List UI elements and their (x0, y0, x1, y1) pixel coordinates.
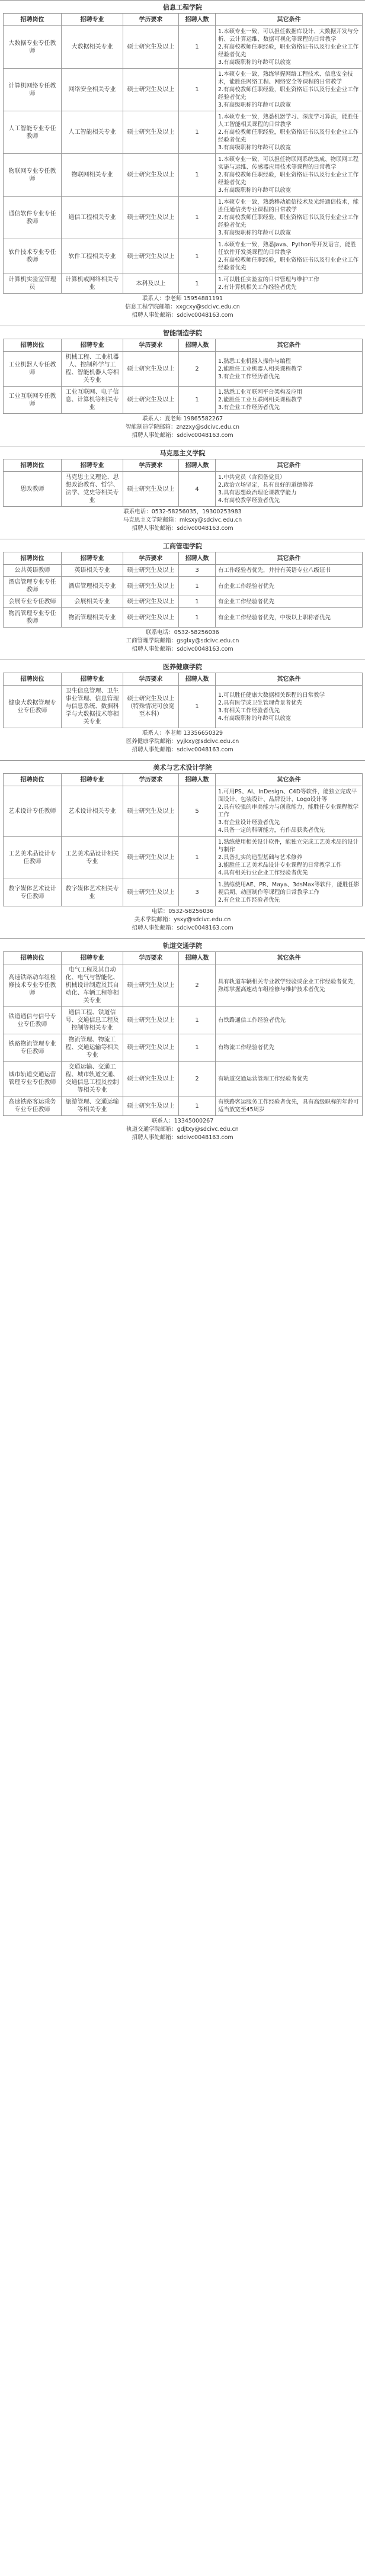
requirements-cell: 1.熟悉工业机器人操作与编程 2.能胜任工业机器人相关课程教学 3.有企业工作经历者优先 (216, 352, 363, 387)
job-post-cell: 高速铁路客运乘务专业专任教师 (4, 1096, 62, 1116)
table-row (4, 387, 363, 414)
requirements-cell: 有铁路通信工作经验者优先 (216, 1007, 363, 1034)
major-cell: 物流管理、物流工程、交通运输等相关专业 (62, 1034, 123, 1062)
table-row (4, 837, 363, 879)
contact-line: 联系人：李老师 13356650329 (142, 730, 223, 737)
education-cell: 硕士研究生及以上（特殊情况可放宽至本科） (123, 686, 179, 728)
column-header: 学历要求 (123, 673, 179, 686)
requirements-cell: 1.本硕专业一致，可以担任数据库设计、大数据开发与分析、云计算运维、数据可视化等课程的日常教学 2.有高校教师任职经验，职业资格证书以及行业企业工作经验者优先 3.有高级职称的年龄可以放宽 (216, 26, 363, 69)
table-row (4, 111, 363, 154)
recruitment-table (3, 951, 363, 1116)
major-cell: 艺术设计相关专业 (62, 786, 123, 837)
recruitment-table (3, 339, 363, 414)
table-row (4, 1062, 363, 1096)
major-cell: 卫生信息管理、卫生事业管理、信息管理与信息系统、数据科学与大数据技术等相关专业 (62, 686, 123, 728)
contact-line: 电话：0532-58256036 (151, 908, 214, 915)
requirements-cell: 有企业工作经验者优先 (216, 577, 363, 596)
contact-info (0, 414, 365, 440)
table-row (4, 26, 363, 69)
education-cell: 硕士研究生及以上 (123, 111, 179, 154)
requirements-cell: 1.熟练使用AE、PR、Maya、3dsMax等软件，能胜任影视后期、动画制作等课程的日常教学工作 2.有企业工作经验者优先 (216, 879, 363, 906)
job-post-cell: 软件技术专业专任教师 (4, 239, 62, 274)
requirements-cell: 1.可以胜任健康大数据相关课程的日常教学 2.具有医学或卫生管理背景者优先 3.有相关工作经验者优先 4.有高级职称的年龄可以放宽 (216, 686, 363, 728)
education-cell: 硕士研究生及以上 (123, 239, 179, 274)
education-cell: 硕士研究生及以上 (123, 1007, 179, 1034)
requirements-cell: 1.可以胜任实验室的日常管理与维护工作 2.有计算机相关工作经验者优先 (216, 274, 363, 294)
headcount-cell: 5 (179, 786, 216, 837)
job-post-cell: 数字媒体艺术设计专任教师 (4, 879, 62, 906)
major-cell: 交通运输、交通工程、城市轨道交通、交通信息工程及控制等相关专业 (62, 1062, 123, 1096)
headcount-cell: 4 (179, 472, 216, 507)
education-cell: 硕士研究生及以上 (123, 565, 179, 577)
requirements-cell: 1.熟练使用相关设计软件，能独立完成工艺美术品的设计与制作 2.具备扎实的造型基础与艺术修养 3.能胜任工艺美术品设计专业课程的日常教学工作 4.具有相关行业企业工作经验者优先 (216, 837, 363, 879)
job-post-cell: 公共英语教师 (4, 565, 62, 577)
contact-line: 招聘人事处邮箱：sdcivc0048163.com (132, 646, 233, 652)
requirements-cell: 有企业工作经验者优先 (216, 596, 363, 608)
education-cell: 硕士研究生及以上 (123, 596, 179, 608)
job-post-cell: 通信软件专业专任教师 (4, 197, 62, 239)
headcount-cell: 1 (179, 1034, 216, 1062)
job-post-cell: 大数据专业专任教师 (4, 26, 62, 69)
education-cell: 硕士研究生及以上 (123, 154, 179, 197)
column-header: 招聘岗位 (4, 339, 62, 352)
requirements-cell: 1.熟悉工业互联网平台架构及应用 2.能胜任工业互联网相关课程教学 3.有企业工作经历者优先 (216, 387, 363, 414)
major-cell: 大数据相关专业 (62, 26, 123, 69)
headcount-cell: 3 (179, 565, 216, 577)
education-cell: 硕士研究生及以上 (123, 837, 179, 879)
column-header: 招聘岗位 (4, 14, 62, 26)
education-cell: 硕士研究生及以上 (123, 1034, 179, 1062)
department-title: 工商管理学院 (0, 539, 365, 552)
education-cell: 硕士研究生及以上 (123, 786, 179, 837)
job-post-cell: 会展专业专任教师 (4, 596, 62, 608)
headcount-cell: 2 (179, 352, 216, 387)
job-post-cell: 酒店管理专业专任教师 (4, 577, 62, 596)
requirements-cell: 有轨道交通运营管理工作经验者优先 (216, 1062, 363, 1096)
column-header: 学历要求 (123, 14, 179, 26)
major-cell: 人工智能相关专业 (62, 111, 123, 154)
requirements-cell: 1.可用PS、AI、InDesign、C4D等软件，能独立完成平面设计、包装设计、品牌设计、Logo设计等 2.具有较强的审美能力与创意能力，能胜任专业课程教学工作 3.有企业设计经验者优先 4.具备一定的科研能力，有作品获奖者优先 (216, 786, 363, 837)
contact-line: 招聘人事处邮箱：sdcivc0048163.com (132, 1134, 233, 1141)
major-cell: 马克思主义理论、思想政治教育、哲学、法学、党史等相关专业 (62, 472, 123, 507)
table-row (4, 577, 363, 596)
job-post-cell: 人工智能专业专任教师 (4, 111, 62, 154)
table-row (4, 274, 363, 294)
education-cell: 硕士研究生及以上 (123, 197, 179, 239)
job-post-cell: 物联网专业专任教师 (4, 154, 62, 197)
major-cell: 工艺美术品设计相关专业 (62, 837, 123, 879)
education-cell: 硕士研究生及以上 (123, 69, 179, 111)
table-row (4, 686, 363, 728)
education-cell: 硕士研究生及以上 (123, 387, 179, 414)
major-cell: 物流管理相关专业 (62, 608, 123, 628)
column-header: 学历要求 (123, 952, 179, 964)
requirements-cell: 1.中共党员（含预备党员） 2.政治立场坚定，具有良好的道德修养 3.具有思想政治理论课教学能力 4.有高校教学经验者优先 (216, 472, 363, 507)
major-cell: 物联网相关专业 (62, 154, 123, 197)
major-cell: 数字媒体艺术相关专业 (62, 879, 123, 906)
column-header: 招聘专业 (62, 339, 123, 352)
education-cell: 硕士研究生及以上 (123, 608, 179, 628)
column-header: 招聘人数 (179, 673, 216, 686)
headcount-cell: 1 (179, 26, 216, 69)
headcount-cell: 1 (179, 1007, 216, 1034)
contact-line: 招聘人事处邮箱：sdcivc0048163.com (132, 747, 233, 753)
column-header: 招聘专业 (62, 952, 123, 964)
recruitment-table (3, 673, 363, 728)
column-header: 其它条件 (216, 673, 363, 686)
education-cell: 硕士研究生及以上 (123, 577, 179, 596)
headcount-cell: 2 (179, 1062, 216, 1096)
headcount-cell: 3 (179, 879, 216, 906)
headcount-cell: 1 (179, 837, 216, 879)
major-cell: 电气工程及其自动化、电气与智能化、机械设计制造及其自动化、车辆工程等相关专业 (62, 964, 123, 1007)
contact-line: 美术学院邮箱：ysxy@sdcivc.edu.cn (134, 916, 231, 923)
education-cell: 硕士研究生及以上 (123, 1062, 179, 1096)
job-post-cell: 工业机器人专任教师 (4, 352, 62, 387)
job-post-cell: 物流管理专业专任教师 (4, 608, 62, 628)
requirements-cell: 1.本硕专业一致，可以担任物联网系统集成、物联网工程实施与运维、传感器应用技术等课程的日常教学 2.有高校教师任职经验，职业资格证书以及行业企业工作经验者优先 3.有高级职称的年龄可以放宽 (216, 154, 363, 197)
column-header: 招聘岗位 (4, 459, 62, 472)
job-post-cell: 铁路物流管理专业专任教师 (4, 1034, 62, 1062)
job-post-cell: 城市轨道交通运营管理专业专任教师 (4, 1062, 62, 1096)
headcount-cell: 1 (179, 608, 216, 628)
table-row (4, 879, 363, 906)
contact-line: 医养健康学院邮箱：yyjkxy@sdcivc.edu.cn (126, 738, 239, 745)
requirements-cell: 有物流工作经验者优先 (216, 1034, 363, 1062)
contact-info (0, 628, 365, 654)
headcount-cell: 1 (179, 387, 216, 414)
education-cell: 硕士研究生及以上 (123, 26, 179, 69)
contact-line: 招聘人事处邮箱：sdcivc0048163.com (132, 925, 233, 931)
recruitment-document (0, 0, 365, 1142)
column-header: 招聘专业 (62, 673, 123, 686)
major-cell: 机械工程、工业机器人、控制科学与工程、智能机器人等相关专业 (62, 352, 123, 387)
requirements-cell: 1.本硕专业一致，熟悉移动通信技术及光纤通信技术，能胜任通信类专业课程的日常教学 2.有高校教师任职经验，职业资格证书以及行业企业工作经验者优先 3.有高级职称的年龄可以放宽 (216, 197, 363, 239)
department-section (0, 938, 365, 1142)
column-header: 学历要求 (123, 552, 179, 565)
headcount-cell: 1 (179, 197, 216, 239)
requirements-cell: 1.本硕专业一致，熟悉机器学习、深度学习算法，能胜任人工智能相关课程的日常教学 2.有高校教师任职经验，职业资格证书以及行业企业工作经验者优先 3.有高级职称的年龄可以放宽 (216, 111, 363, 154)
contact-line: 联系电话：0532-58256035，19300253983 (123, 509, 242, 515)
contact-line: 联系人：李老师 15954881191 (142, 295, 223, 302)
contact-line: 信息工程学院邮箱：xxgcxy@sdcivc.edu.cn (125, 304, 240, 310)
major-cell: 计算机或网络相关专业 (62, 274, 123, 294)
column-header: 招聘人数 (179, 774, 216, 786)
contact-line: 招聘人事处邮箱：sdcivc0048163.com (132, 432, 233, 439)
table-row (4, 1096, 363, 1116)
headcount-cell: 1 (179, 239, 216, 274)
headcount-cell: 1 (179, 1096, 216, 1116)
column-header: 招聘专业 (62, 14, 123, 26)
requirements-cell: 1.本硕专业一致，熟悉Java、Python等开发语言，能胜任软件开发类课程的日常教学 2.有高校教师任职经验，职业资格证书以及行业企业工作经验者优先 (216, 239, 363, 274)
column-header: 招聘岗位 (4, 774, 62, 786)
job-post-cell: 工业互联网专任教师 (4, 387, 62, 414)
department-section (0, 539, 365, 654)
department-section (0, 326, 365, 440)
column-header: 招聘人数 (179, 459, 216, 472)
job-post-cell: 思政教师 (4, 472, 62, 507)
department-title: 轨道交通学院 (0, 938, 365, 951)
requirements-cell: 有企业工作经验者优先，中级以上职称者优先 (216, 608, 363, 628)
job-post-cell: 铁道通信与信号专业专任教师 (4, 1007, 62, 1034)
education-cell: 本科及以上 (123, 274, 179, 294)
table-row (4, 239, 363, 274)
table-row (4, 964, 363, 1007)
column-header: 学历要求 (123, 339, 179, 352)
major-cell: 工业互联网、电子信息、计算机等相关专业 (62, 387, 123, 414)
major-cell: 软件工程相关专业 (62, 239, 123, 274)
major-cell: 酒店管理相关专业 (62, 577, 123, 596)
contact-info (0, 906, 365, 932)
table-row (4, 608, 363, 628)
job-post-cell: 计算机网络专任教师 (4, 69, 62, 111)
column-header: 招聘人数 (179, 552, 216, 565)
table-row (4, 472, 363, 507)
column-header: 招聘人数 (179, 14, 216, 26)
contact-line: 工商管理学院邮箱：gsglxy@sdcivc.edu.cn (126, 638, 239, 644)
column-header: 招聘专业 (62, 774, 123, 786)
table-row (4, 596, 363, 608)
contact-line: 联系人：夏老师 19865582267 (142, 416, 223, 422)
column-header: 招聘人数 (179, 339, 216, 352)
contact-info (0, 507, 365, 533)
headcount-cell: 1 (179, 154, 216, 197)
major-cell: 网络安全相关专业 (62, 69, 123, 111)
table-row (4, 1007, 363, 1034)
headcount-cell: 1 (179, 596, 216, 608)
column-header: 其它条件 (216, 552, 363, 565)
contact-info (0, 1116, 365, 1142)
contact-line: 智能制造学院邮箱：znzzxy@sdcivc.edu.cn (125, 424, 240, 430)
table-row (4, 1034, 363, 1062)
major-cell: 旅游管理、交通运输等相关专业 (62, 1096, 123, 1116)
column-header: 招聘岗位 (4, 673, 62, 686)
column-header: 招聘专业 (62, 552, 123, 565)
job-post-cell: 工艺美术品设计专任教师 (4, 837, 62, 879)
table-row (4, 154, 363, 197)
headcount-cell: 1 (179, 69, 216, 111)
department-section (0, 660, 365, 754)
recruitment-table (3, 459, 363, 507)
contact-line: 联系人：13345000267 (151, 1118, 214, 1124)
contact-line: 马克思主义学院邮箱：mksxy@sdcivc.edu.cn (123, 517, 242, 523)
job-post-cell: 高速铁路动车组检修技术专业专任教师 (4, 964, 62, 1007)
department-title: 智能制造学院 (0, 326, 365, 339)
job-post-cell: 计算机实验室管理员 (4, 274, 62, 294)
contact-line: 轨道交通学院邮箱：gdjtxy@sdcivc.edu.cn (126, 1126, 239, 1133)
column-header: 招聘岗位 (4, 952, 62, 964)
requirements-cell: 1.本硕专业一致，熟练掌握网络工程技术、信息安全技术，能胜任网络工程、网络安全等课程的日常教学 2.有高校教师任职经验，职业资格证书以及行业企业工作经验者优先 3.有高级职称的年龄可以放宽 (216, 69, 363, 111)
headcount-cell: 1 (179, 111, 216, 154)
contact-line: 联系电话：0532-58256036 (146, 629, 219, 636)
column-header: 学历要求 (123, 774, 179, 786)
education-cell: 硕士研究生及以上 (123, 472, 179, 507)
column-header: 其它条件 (216, 952, 363, 964)
column-header: 学历要求 (123, 459, 179, 472)
column-header: 其它条件 (216, 459, 363, 472)
job-post-cell: 艺术设计专任教师 (4, 786, 62, 837)
education-cell: 硕士研究生及以上 (123, 1096, 179, 1116)
contact-info (0, 294, 365, 320)
headcount-cell: 1 (179, 274, 216, 294)
table-row (4, 352, 363, 387)
column-header: 其它条件 (216, 14, 363, 26)
table-row (4, 786, 363, 837)
contact-info (0, 728, 365, 754)
recruitment-table (3, 552, 363, 628)
table-row (4, 197, 363, 239)
education-cell: 硕士研究生及以上 (123, 879, 179, 906)
department-section (0, 446, 365, 533)
education-cell: 硕士研究生及以上 (123, 352, 179, 387)
contact-line: 招聘人事处邮箱：sdcivc0048163.com (132, 525, 233, 532)
education-cell: 硕士研究生及以上 (123, 964, 179, 1007)
requirements-cell: 具有轨道车辆相关专业教学经验或企业工作经验者优先，熟练掌握高速动车组检修与维护技术者优先 (216, 964, 363, 1007)
column-header: 招聘人数 (179, 952, 216, 964)
headcount-cell: 2 (179, 964, 216, 1007)
column-header: 其它条件 (216, 774, 363, 786)
department-title: 马克思主义学院 (0, 446, 365, 459)
major-cell: 通信工程、铁道信号、交通信息工程及控制等相关专业 (62, 1007, 123, 1034)
column-header: 招聘专业 (62, 459, 123, 472)
headcount-cell: 1 (179, 577, 216, 596)
requirements-cell: 有铁路客运服务工作经验者优先，具有高级职称的年龄可适当放宽至45周岁 (216, 1096, 363, 1116)
job-post-cell: 健康大数据管理专业专任教师 (4, 686, 62, 728)
major-cell: 会展相关专业 (62, 596, 123, 608)
major-cell: 英语相关专业 (62, 565, 123, 577)
department-title: 医养健康学院 (0, 660, 365, 673)
requirements-cell: 有工作经验者优先，并持有英语专业八级证书 (216, 565, 363, 577)
department-title: 美术与艺术设计学院 (0, 760, 365, 773)
column-header: 招聘岗位 (4, 552, 62, 565)
recruitment-table (3, 773, 363, 906)
table-row (4, 69, 363, 111)
contact-line: 招聘人事处邮箱：sdcivc0048163.com (132, 312, 233, 319)
recruitment-table (3, 13, 363, 294)
column-header: 其它条件 (216, 339, 363, 352)
department-section (0, 0, 365, 320)
major-cell: 通信工程相关专业 (62, 197, 123, 239)
table-row (4, 565, 363, 577)
department-title: 信息工程学院 (0, 0, 365, 13)
headcount-cell: 1 (179, 686, 216, 728)
department-section (0, 760, 365, 932)
